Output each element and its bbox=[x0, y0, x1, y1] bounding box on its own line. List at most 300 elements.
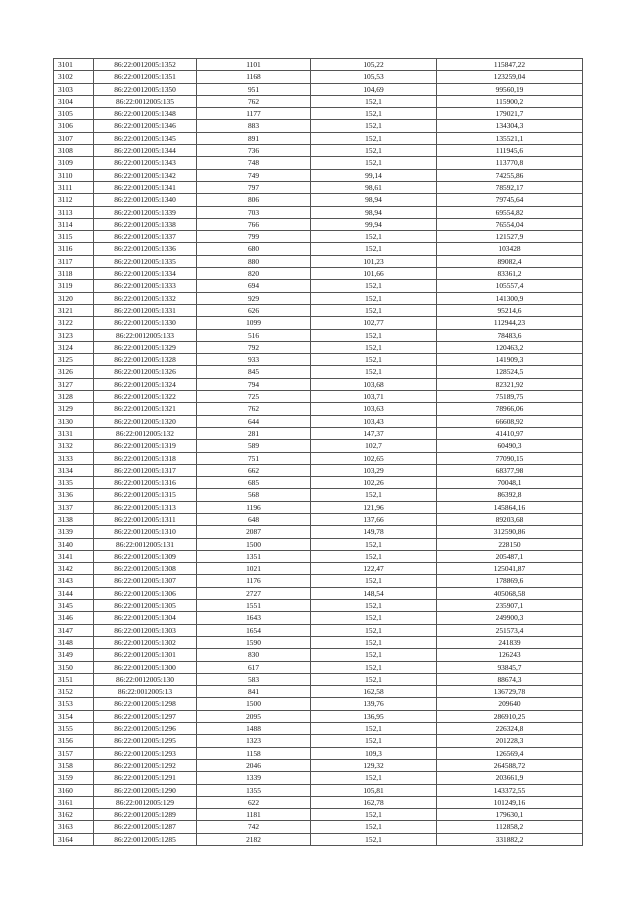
table-row bbox=[54, 145, 583, 157]
cadastral-number-cell: 86:22:0012005:132 bbox=[94, 427, 197, 439]
cadastral-number-cell: 86:22:0012005:1302 bbox=[94, 636, 197, 648]
specific-value-cell: 147,37 bbox=[311, 427, 437, 439]
cadastral-number-cell: 86:22:0012005:13 bbox=[94, 686, 197, 698]
cadastral-value-cell: 145864,16 bbox=[437, 501, 583, 513]
cadastral-number-cell: 86:22:0012005:1317 bbox=[94, 464, 197, 476]
table-row bbox=[54, 809, 583, 821]
cadastral-number-cell: 86:22:0012005:1287 bbox=[94, 821, 197, 833]
cadastral-number-cell: 86:22:0012005:1341 bbox=[94, 181, 197, 193]
specific-value-cell: 104,69 bbox=[311, 83, 437, 95]
cadastral-value-cell: 113770,8 bbox=[437, 157, 583, 169]
row-number-cell: 3157 bbox=[54, 747, 94, 759]
cadastral-value-cell: 264588,72 bbox=[437, 759, 583, 771]
table-row bbox=[54, 477, 583, 489]
cadastral-value-cell: 78483,6 bbox=[437, 329, 583, 341]
area-cell: 1021 bbox=[197, 563, 311, 575]
cadastral-number-cell: 86:22:0012005:1296 bbox=[94, 723, 197, 735]
area-cell: 797 bbox=[197, 181, 311, 193]
cadastral-number-cell: 86:22:0012005:129 bbox=[94, 796, 197, 808]
cadastral-value-cell: 76554,04 bbox=[437, 218, 583, 230]
cadastral-number-cell: 86:22:0012005:1298 bbox=[94, 698, 197, 710]
row-number-cell: 3156 bbox=[54, 735, 94, 747]
specific-value-cell: 152,1 bbox=[311, 304, 437, 316]
cadastral-number-cell: 86:22:0012005:1330 bbox=[94, 317, 197, 329]
area-cell: 736 bbox=[197, 145, 311, 157]
cadastral-value-cell: 312590,86 bbox=[437, 526, 583, 538]
cadastral-value-cell: 228150 bbox=[437, 538, 583, 550]
specific-value-cell: 152,1 bbox=[311, 145, 437, 157]
table-row bbox=[54, 317, 583, 329]
table-row bbox=[54, 427, 583, 439]
area-cell: 1551 bbox=[197, 600, 311, 612]
specific-value-cell: 139,76 bbox=[311, 698, 437, 710]
cadastral-value-cell: 136729,78 bbox=[437, 686, 583, 698]
area-cell: 589 bbox=[197, 440, 311, 452]
area-cell: 1654 bbox=[197, 624, 311, 636]
row-number-cell: 3125 bbox=[54, 354, 94, 366]
cadastral-number-cell: 86:22:0012005:1316 bbox=[94, 477, 197, 489]
row-number-cell: 3117 bbox=[54, 255, 94, 267]
cadastral-value-cell: 112858,2 bbox=[437, 821, 583, 833]
cadastral-value-cell: 82321,92 bbox=[437, 378, 583, 390]
cadastral-value-cell: 286910,25 bbox=[437, 710, 583, 722]
area-cell: 799 bbox=[197, 231, 311, 243]
specific-value-cell: 152,1 bbox=[311, 292, 437, 304]
cadastral-value-cell: 88674,3 bbox=[437, 673, 583, 685]
specific-value-cell: 152,1 bbox=[311, 550, 437, 562]
cadastral-value-cell: 226324,8 bbox=[437, 723, 583, 735]
cadastral-value-cell: 66608,92 bbox=[437, 415, 583, 427]
cadastral-value-cell: 68377,98 bbox=[437, 464, 583, 476]
specific-value-cell: 152,1 bbox=[311, 649, 437, 661]
cadastral-value-cell: 134304,3 bbox=[437, 120, 583, 132]
area-cell: 1177 bbox=[197, 108, 311, 120]
table-row bbox=[54, 489, 583, 501]
specific-value-cell: 101,66 bbox=[311, 268, 437, 280]
area-cell: 2727 bbox=[197, 587, 311, 599]
cadastral-value-cell: 125041,87 bbox=[437, 563, 583, 575]
cadastral-value-cell: 235907,1 bbox=[437, 600, 583, 612]
table-row bbox=[54, 206, 583, 218]
table-row bbox=[54, 735, 583, 747]
table-row bbox=[54, 169, 583, 181]
cadastral-value-cell: 205487,1 bbox=[437, 550, 583, 562]
table-row bbox=[54, 723, 583, 735]
table-row bbox=[54, 354, 583, 366]
cadastral-number-cell: 86:22:0012005:1340 bbox=[94, 194, 197, 206]
table-row bbox=[54, 710, 583, 722]
area-cell: 680 bbox=[197, 243, 311, 255]
row-number-cell: 3161 bbox=[54, 796, 94, 808]
cadastral-number-cell: 86:22:0012005:1290 bbox=[94, 784, 197, 796]
cadastral-number-cell: 86:22:0012005:1315 bbox=[94, 489, 197, 501]
specific-value-cell: 152,1 bbox=[311, 231, 437, 243]
row-number-cell: 3132 bbox=[54, 440, 94, 452]
cadastral-number-cell: 86:22:0012005:1303 bbox=[94, 624, 197, 636]
cadastral-value-cell: 101249,16 bbox=[437, 796, 583, 808]
row-number-cell: 3153 bbox=[54, 698, 94, 710]
row-number-cell: 3163 bbox=[54, 821, 94, 833]
row-number-cell: 3164 bbox=[54, 833, 94, 845]
cadastral-number-cell: 86:22:0012005:1308 bbox=[94, 563, 197, 575]
area-cell: 766 bbox=[197, 218, 311, 230]
specific-value-cell: 103,71 bbox=[311, 391, 437, 403]
cadastral-number-cell: 86:22:0012005:1318 bbox=[94, 452, 197, 464]
row-number-cell: 3116 bbox=[54, 243, 94, 255]
cadastral-value-cell: 83361,2 bbox=[437, 268, 583, 280]
cadastral-number-cell: 86:22:0012005:1328 bbox=[94, 354, 197, 366]
cadastral-number-cell: 86:22:0012005:1319 bbox=[94, 440, 197, 452]
row-number-cell: 3130 bbox=[54, 415, 94, 427]
area-cell: 929 bbox=[197, 292, 311, 304]
cadastral-number-cell: 86:22:0012005:1304 bbox=[94, 612, 197, 624]
specific-value-cell: 137,66 bbox=[311, 513, 437, 525]
cadastral-number-cell: 86:22:0012005:1348 bbox=[94, 108, 197, 120]
cadastral-value-cell: 128524,5 bbox=[437, 366, 583, 378]
specific-value-cell: 105,81 bbox=[311, 784, 437, 796]
specific-value-cell: 152,1 bbox=[311, 624, 437, 636]
table-row bbox=[54, 550, 583, 562]
cadastral-value-cell: 135521,1 bbox=[437, 132, 583, 144]
cadastral-value-cell: 141909,3 bbox=[437, 354, 583, 366]
table-row bbox=[54, 132, 583, 144]
specific-value-cell: 122,47 bbox=[311, 563, 437, 575]
table-row bbox=[54, 821, 583, 833]
specific-value-cell: 99,94 bbox=[311, 218, 437, 230]
row-number-cell: 3101 bbox=[54, 59, 94, 71]
area-cell: 617 bbox=[197, 661, 311, 673]
cadastral-number-cell: 86:22:0012005:1351 bbox=[94, 71, 197, 83]
table-row bbox=[54, 415, 583, 427]
table-row bbox=[54, 95, 583, 107]
area-cell: 762 bbox=[197, 403, 311, 415]
table-row bbox=[54, 59, 583, 71]
row-number-cell: 3160 bbox=[54, 784, 94, 796]
row-number-cell: 3120 bbox=[54, 292, 94, 304]
cadastral-number-cell: 86:22:0012005:130 bbox=[94, 673, 197, 685]
area-cell: 749 bbox=[197, 169, 311, 181]
cadastral-value-cell: 405068,58 bbox=[437, 587, 583, 599]
cadastral-number-cell: 86:22:0012005:1345 bbox=[94, 132, 197, 144]
area-cell: 1590 bbox=[197, 636, 311, 648]
cadastral-number-cell: 86:22:0012005:1295 bbox=[94, 735, 197, 747]
table-row bbox=[54, 268, 583, 280]
cadastral-number-cell: 86:22:0012005:1322 bbox=[94, 391, 197, 403]
table-row bbox=[54, 600, 583, 612]
cadastral-number-cell: 86:22:0012005:1306 bbox=[94, 587, 197, 599]
row-number-cell: 3131 bbox=[54, 427, 94, 439]
cadastral-number-cell: 86:22:0012005:1333 bbox=[94, 280, 197, 292]
area-cell: 841 bbox=[197, 686, 311, 698]
table-row bbox=[54, 329, 583, 341]
row-number-cell: 3110 bbox=[54, 169, 94, 181]
row-number-cell: 3139 bbox=[54, 526, 94, 538]
cadastral-number-cell: 86:22:0012005:1300 bbox=[94, 661, 197, 673]
cadastral-number-cell: 86:22:0012005:1307 bbox=[94, 575, 197, 587]
table-row bbox=[54, 341, 583, 353]
specific-value-cell: 152,1 bbox=[311, 600, 437, 612]
specific-value-cell: 102,65 bbox=[311, 452, 437, 464]
area-cell: 1158 bbox=[197, 747, 311, 759]
cadastral-number-cell: 86:22:0012005:1344 bbox=[94, 145, 197, 157]
row-number-cell: 3146 bbox=[54, 612, 94, 624]
table-row bbox=[54, 673, 583, 685]
row-number-cell: 3141 bbox=[54, 550, 94, 562]
table-row bbox=[54, 108, 583, 120]
cadastral-number-cell: 86:22:0012005:135 bbox=[94, 95, 197, 107]
area-cell: 648 bbox=[197, 513, 311, 525]
table-row bbox=[54, 587, 583, 599]
cadastral-number-cell: 86:22:0012005:1338 bbox=[94, 218, 197, 230]
cadastral-number-cell: 86:22:0012005:1301 bbox=[94, 649, 197, 661]
cadastral-value-cell: 89082,4 bbox=[437, 255, 583, 267]
cadastral-number-cell: 86:22:0012005:1346 bbox=[94, 120, 197, 132]
area-cell: 626 bbox=[197, 304, 311, 316]
area-cell: 583 bbox=[197, 673, 311, 685]
row-number-cell: 3102 bbox=[54, 71, 94, 83]
cadastral-value-cell: 105557,4 bbox=[437, 280, 583, 292]
row-number-cell: 3126 bbox=[54, 366, 94, 378]
specific-value-cell: 152,1 bbox=[311, 723, 437, 735]
cadastral-value-cell: 120463,2 bbox=[437, 341, 583, 353]
cadastral-value-table bbox=[53, 58, 583, 846]
area-cell: 1500 bbox=[197, 538, 311, 550]
specific-value-cell: 102,26 bbox=[311, 477, 437, 489]
row-number-cell: 3118 bbox=[54, 268, 94, 280]
specific-value-cell: 152,1 bbox=[311, 329, 437, 341]
cadastral-number-cell: 86:22:0012005:1320 bbox=[94, 415, 197, 427]
table-row bbox=[54, 784, 583, 796]
row-number-cell: 3162 bbox=[54, 809, 94, 821]
area-cell: 1196 bbox=[197, 501, 311, 513]
row-number-cell: 3134 bbox=[54, 464, 94, 476]
table-row bbox=[54, 612, 583, 624]
cadastral-number-cell: 86:22:0012005:1329 bbox=[94, 341, 197, 353]
row-number-cell: 3159 bbox=[54, 772, 94, 784]
area-cell: 1643 bbox=[197, 612, 311, 624]
area-cell: 1101 bbox=[197, 59, 311, 71]
row-number-cell: 3113 bbox=[54, 206, 94, 218]
row-number-cell: 3138 bbox=[54, 513, 94, 525]
row-number-cell: 3145 bbox=[54, 600, 94, 612]
row-number-cell: 3137 bbox=[54, 501, 94, 513]
cadastral-value-cell: 126243 bbox=[437, 649, 583, 661]
cadastral-number-cell: 86:22:0012005:1339 bbox=[94, 206, 197, 218]
cadastral-number-cell: 86:22:0012005:131 bbox=[94, 538, 197, 550]
cadastral-number-cell: 86:22:0012005:1311 bbox=[94, 513, 197, 525]
table-row bbox=[54, 391, 583, 403]
area-cell: 685 bbox=[197, 477, 311, 489]
area-cell: 516 bbox=[197, 329, 311, 341]
table-row bbox=[54, 292, 583, 304]
cadastral-value-cell: 60490,3 bbox=[437, 440, 583, 452]
cadastral-number-cell: 86:22:0012005:1309 bbox=[94, 550, 197, 562]
table-row bbox=[54, 403, 583, 415]
row-number-cell: 3147 bbox=[54, 624, 94, 636]
cadastral-value-cell: 93845,7 bbox=[437, 661, 583, 673]
row-number-cell: 3155 bbox=[54, 723, 94, 735]
cadastral-value-cell: 99560,19 bbox=[437, 83, 583, 95]
cadastral-value-cell: 115847,22 bbox=[437, 59, 583, 71]
area-cell: 2095 bbox=[197, 710, 311, 722]
area-cell: 1500 bbox=[197, 698, 311, 710]
specific-value-cell: 105,53 bbox=[311, 71, 437, 83]
table-row bbox=[54, 231, 583, 243]
specific-value-cell: 152,1 bbox=[311, 809, 437, 821]
row-number-cell: 3128 bbox=[54, 391, 94, 403]
area-cell: 1168 bbox=[197, 71, 311, 83]
area-cell: 622 bbox=[197, 796, 311, 808]
cadastral-value-cell: 112944,23 bbox=[437, 317, 583, 329]
area-cell: 792 bbox=[197, 341, 311, 353]
cadastral-value-cell: 141300,9 bbox=[437, 292, 583, 304]
row-number-cell: 3119 bbox=[54, 280, 94, 292]
row-number-cell: 3154 bbox=[54, 710, 94, 722]
specific-value-cell: 102,7 bbox=[311, 440, 437, 452]
cadastral-number-cell: 86:22:0012005:133 bbox=[94, 329, 197, 341]
specific-value-cell: 152,1 bbox=[311, 157, 437, 169]
specific-value-cell: 152,1 bbox=[311, 354, 437, 366]
table-row bbox=[54, 526, 583, 538]
row-number-cell: 3106 bbox=[54, 120, 94, 132]
specific-value-cell: 103,43 bbox=[311, 415, 437, 427]
cadastral-value-cell: 69554,82 bbox=[437, 206, 583, 218]
row-number-cell: 3103 bbox=[54, 83, 94, 95]
cadastral-number-cell: 86:22:0012005:1350 bbox=[94, 83, 197, 95]
area-cell: 794 bbox=[197, 378, 311, 390]
row-number-cell: 3121 bbox=[54, 304, 94, 316]
area-cell: 1099 bbox=[197, 317, 311, 329]
row-number-cell: 3109 bbox=[54, 157, 94, 169]
specific-value-cell: 152,1 bbox=[311, 108, 437, 120]
cadastral-number-cell: 86:22:0012005:1331 bbox=[94, 304, 197, 316]
area-cell: 1323 bbox=[197, 735, 311, 747]
table-row bbox=[54, 563, 583, 575]
table-row bbox=[54, 464, 583, 476]
row-number-cell: 3144 bbox=[54, 587, 94, 599]
specific-value-cell: 102,77 bbox=[311, 317, 437, 329]
area-cell: 2087 bbox=[197, 526, 311, 538]
table-row bbox=[54, 649, 583, 661]
area-cell: 742 bbox=[197, 821, 311, 833]
cadastral-value-cell: 115900,2 bbox=[437, 95, 583, 107]
specific-value-cell: 152,1 bbox=[311, 833, 437, 845]
specific-value-cell: 101,23 bbox=[311, 255, 437, 267]
specific-value-cell: 162,58 bbox=[311, 686, 437, 698]
cadastral-value-cell: 249900,3 bbox=[437, 612, 583, 624]
row-number-cell: 3124 bbox=[54, 341, 94, 353]
cadastral-value-cell: 103428 bbox=[437, 243, 583, 255]
area-cell: 1181 bbox=[197, 809, 311, 821]
cadastral-value-cell: 41410,97 bbox=[437, 427, 583, 439]
row-number-cell: 3149 bbox=[54, 649, 94, 661]
specific-value-cell: 152,1 bbox=[311, 341, 437, 353]
table-body bbox=[54, 59, 583, 846]
row-number-cell: 3152 bbox=[54, 686, 94, 698]
row-number-cell: 3111 bbox=[54, 181, 94, 193]
row-number-cell: 3104 bbox=[54, 95, 94, 107]
specific-value-cell: 129,32 bbox=[311, 759, 437, 771]
table-row bbox=[54, 624, 583, 636]
cadastral-number-cell: 86:22:0012005:1285 bbox=[94, 833, 197, 845]
cadastral-value-cell: 95214,6 bbox=[437, 304, 583, 316]
area-cell: 725 bbox=[197, 391, 311, 403]
specific-value-cell: 103,29 bbox=[311, 464, 437, 476]
area-cell: 568 bbox=[197, 489, 311, 501]
cadastral-number-cell: 86:22:0012005:1324 bbox=[94, 378, 197, 390]
row-number-cell: 3135 bbox=[54, 477, 94, 489]
cadastral-value-cell: 74255,86 bbox=[437, 169, 583, 181]
specific-value-cell: 152,1 bbox=[311, 243, 437, 255]
cadastral-value-cell: 89203,68 bbox=[437, 513, 583, 525]
cadastral-value-cell: 331882,2 bbox=[437, 833, 583, 845]
cadastral-number-cell: 86:22:0012005:1297 bbox=[94, 710, 197, 722]
cadastral-value-cell: 143372,55 bbox=[437, 784, 583, 796]
area-cell: 762 bbox=[197, 95, 311, 107]
area-cell: 662 bbox=[197, 464, 311, 476]
specific-value-cell: 98,94 bbox=[311, 194, 437, 206]
cadastral-value-cell: 201228,3 bbox=[437, 735, 583, 747]
cadastral-value-cell: 203661,9 bbox=[437, 772, 583, 784]
area-cell: 1351 bbox=[197, 550, 311, 562]
row-number-cell: 3129 bbox=[54, 403, 94, 415]
cadastral-number-cell: 86:22:0012005:1291 bbox=[94, 772, 197, 784]
area-cell: 2182 bbox=[197, 833, 311, 845]
cadastral-value-cell: 78966,06 bbox=[437, 403, 583, 415]
cadastral-number-cell: 86:22:0012005:1305 bbox=[94, 600, 197, 612]
specific-value-cell: 152,1 bbox=[311, 772, 437, 784]
specific-value-cell: 152,1 bbox=[311, 120, 437, 132]
specific-value-cell: 152,1 bbox=[311, 489, 437, 501]
cadastral-value-cell: 178869,6 bbox=[437, 575, 583, 587]
table-row bbox=[54, 833, 583, 845]
table-row bbox=[54, 304, 583, 316]
area-cell: 1488 bbox=[197, 723, 311, 735]
specific-value-cell: 105,22 bbox=[311, 59, 437, 71]
specific-value-cell: 148,54 bbox=[311, 587, 437, 599]
cadastral-number-cell: 86:22:0012005:1326 bbox=[94, 366, 197, 378]
specific-value-cell: 149,78 bbox=[311, 526, 437, 538]
cadastral-value-cell: 126569,4 bbox=[437, 747, 583, 759]
specific-value-cell: 152,1 bbox=[311, 132, 437, 144]
table-row bbox=[54, 513, 583, 525]
row-number-cell: 3158 bbox=[54, 759, 94, 771]
cadastral-value-cell: 179630,1 bbox=[437, 809, 583, 821]
cadastral-value-cell: 121527,9 bbox=[437, 231, 583, 243]
specific-value-cell: 152,1 bbox=[311, 661, 437, 673]
specific-value-cell: 99,14 bbox=[311, 169, 437, 181]
area-cell: 1339 bbox=[197, 772, 311, 784]
row-number-cell: 3151 bbox=[54, 673, 94, 685]
area-cell: 830 bbox=[197, 649, 311, 661]
cadastral-value-cell: 251573,4 bbox=[437, 624, 583, 636]
table-row bbox=[54, 280, 583, 292]
cadastral-value-cell: 77090,15 bbox=[437, 452, 583, 464]
row-number-cell: 3114 bbox=[54, 218, 94, 230]
specific-value-cell: 103,68 bbox=[311, 378, 437, 390]
cadastral-number-cell: 86:22:0012005:1310 bbox=[94, 526, 197, 538]
row-number-cell: 3108 bbox=[54, 145, 94, 157]
specific-value-cell: 103,63 bbox=[311, 403, 437, 415]
table-row bbox=[54, 636, 583, 648]
row-number-cell: 3115 bbox=[54, 231, 94, 243]
row-number-cell: 3127 bbox=[54, 378, 94, 390]
table-row bbox=[54, 440, 583, 452]
cadastral-value-cell: 78592,17 bbox=[437, 181, 583, 193]
area-cell: 883 bbox=[197, 120, 311, 132]
cadastral-value-cell: 111945,6 bbox=[437, 145, 583, 157]
table-row bbox=[54, 538, 583, 550]
